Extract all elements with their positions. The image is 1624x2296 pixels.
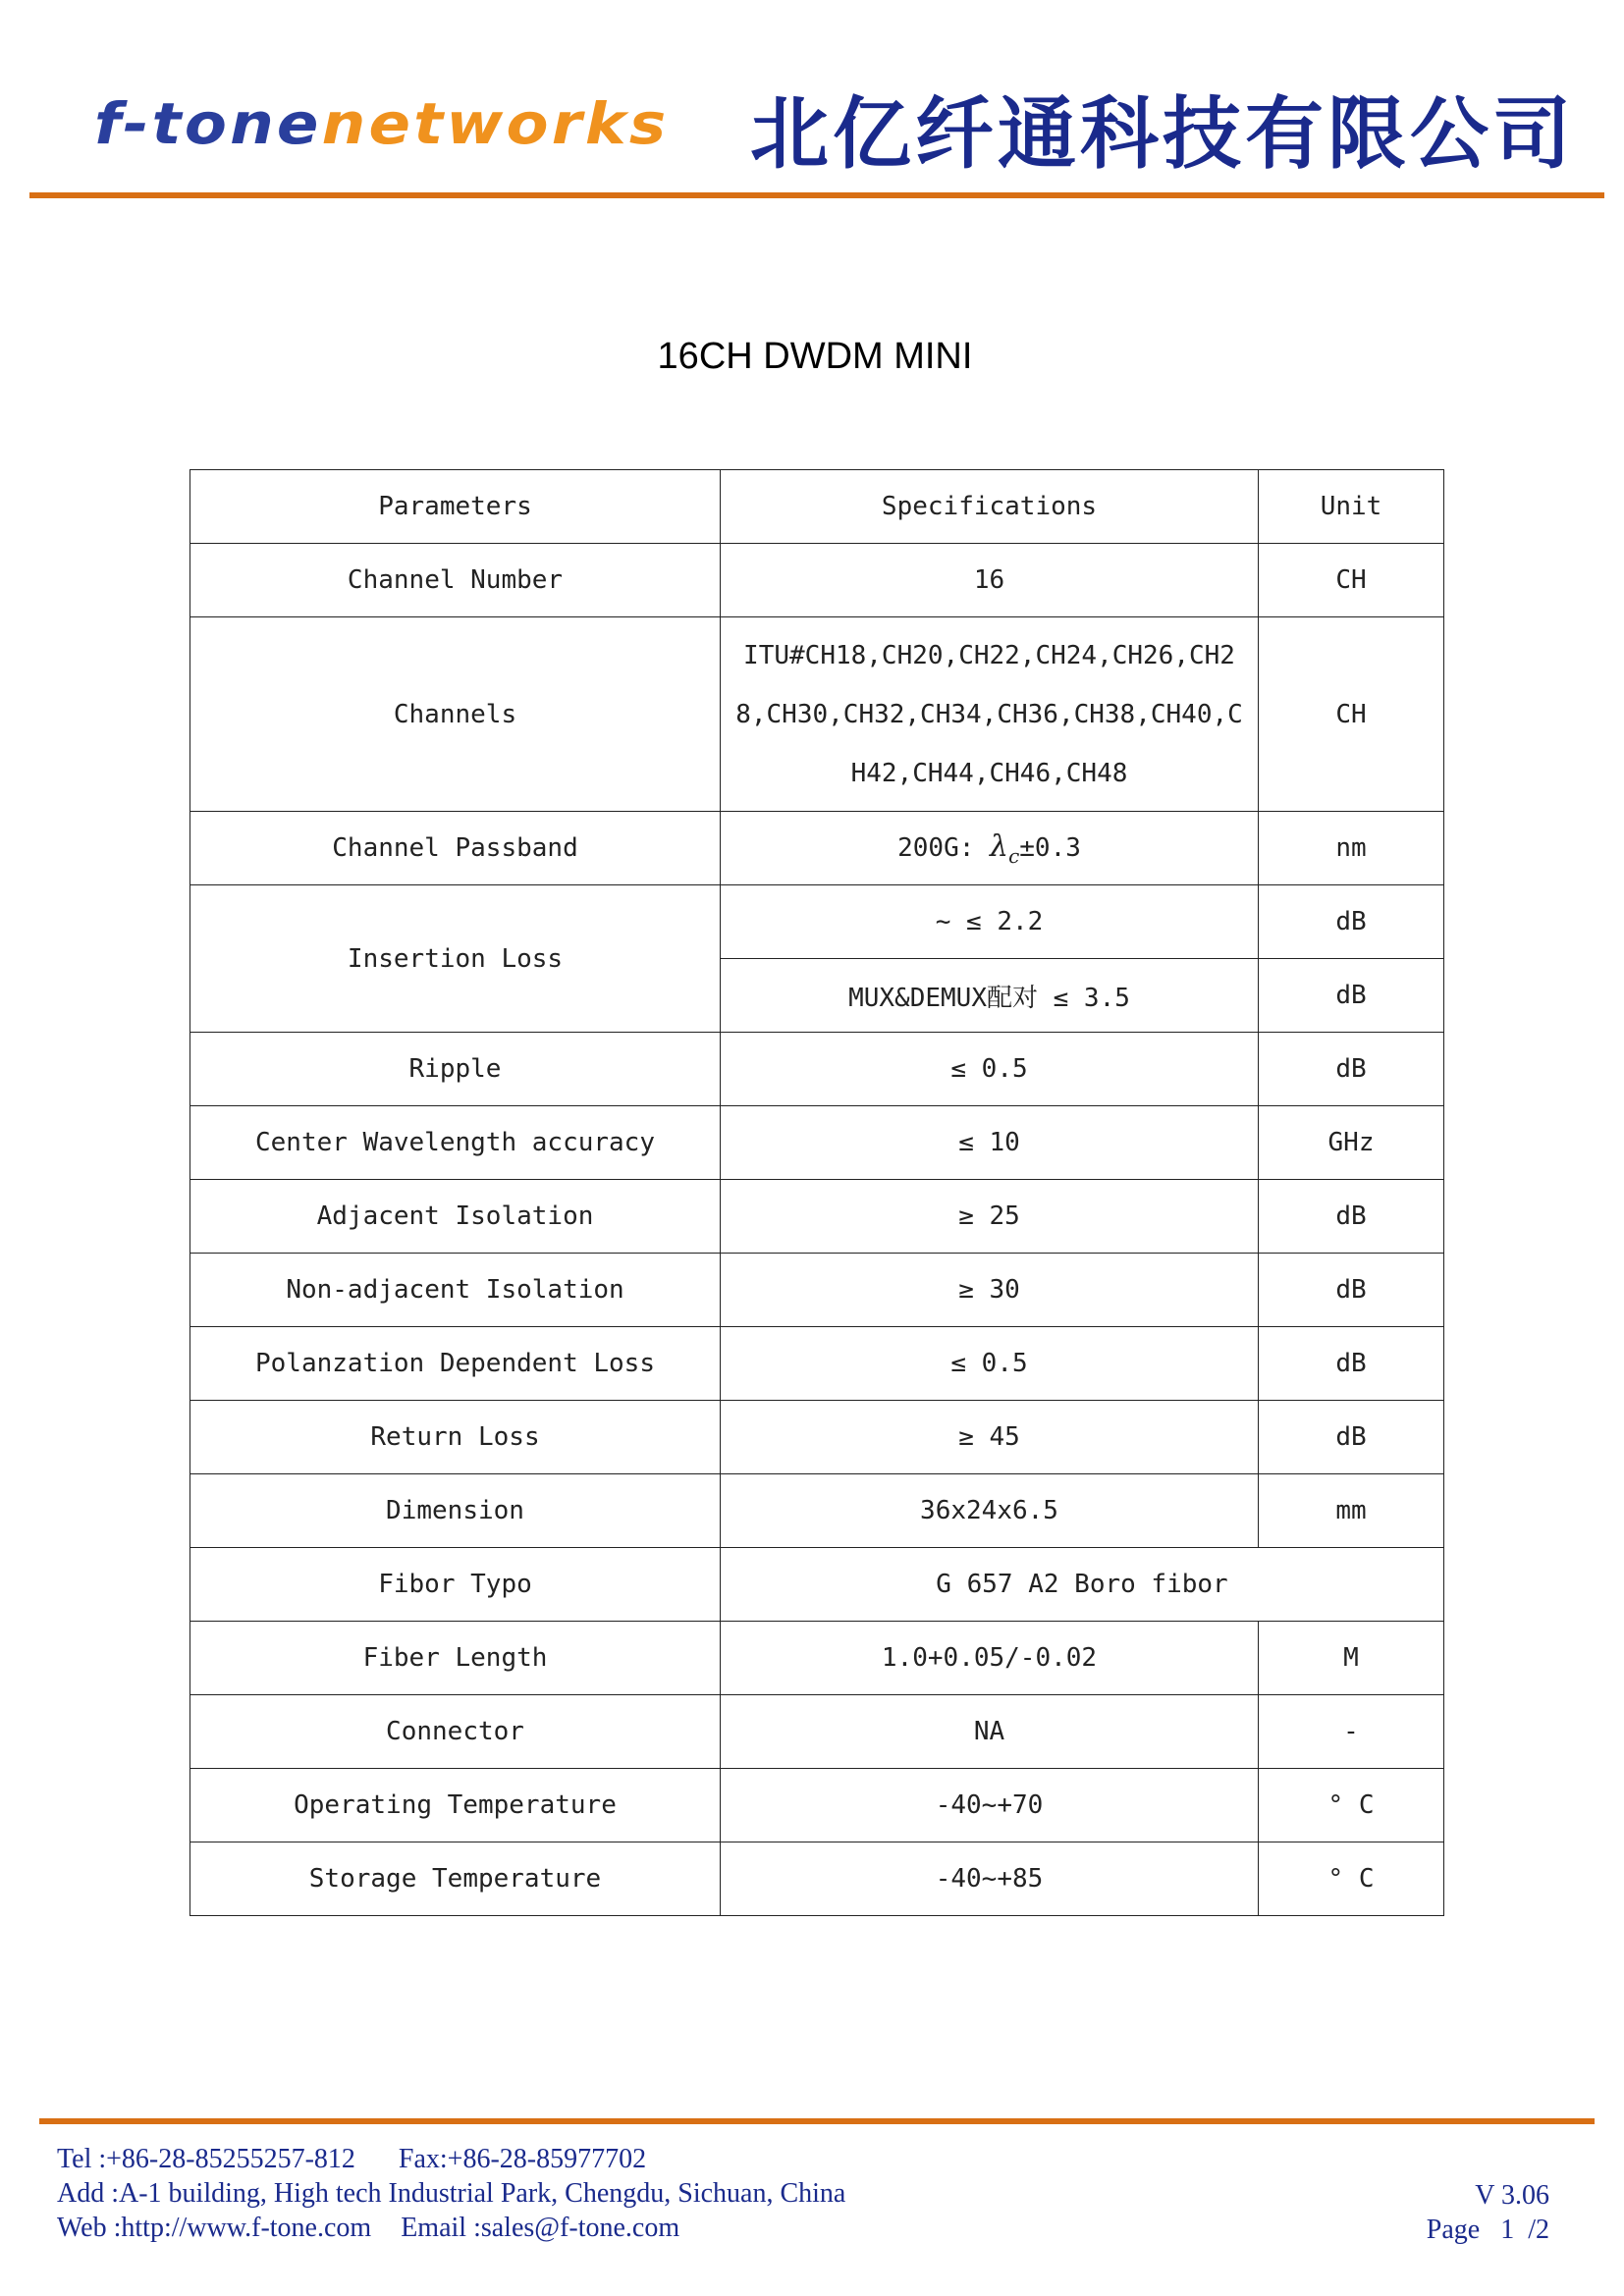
unit-cell: dB — [1259, 1254, 1444, 1327]
unit-cell: - — [1259, 1695, 1444, 1769]
table-row — [190, 1695, 1444, 1769]
passband-tolerance: ±0.3 — [1019, 832, 1081, 863]
footer-tel: Tel :+86-28-85255257-812 — [57, 2144, 355, 2174]
param-cell: Operating Temperature — [190, 1769, 721, 1842]
param-cell: Adjacent Isolation — [190, 1180, 721, 1254]
spec-cell: ≤ 0.5 — [721, 1327, 1259, 1401]
table-row — [190, 1106, 1444, 1180]
param-cell: Channels — [190, 617, 721, 812]
unit-cell: GHz — [1259, 1106, 1444, 1180]
lambda-subscript: c — [1008, 843, 1020, 868]
logo-text-networks: networks — [321, 90, 670, 157]
header-divider — [29, 192, 1604, 198]
unit-cell: mm — [1259, 1474, 1444, 1548]
param-cell: Dimension — [190, 1474, 721, 1548]
param-cell: Insertion Loss — [190, 885, 721, 1033]
unit-cell: nm — [1259, 812, 1444, 885]
footer-email[interactable]: Email :sales@f-tone.com — [401, 2213, 680, 2243]
footer-divider — [39, 2118, 1595, 2124]
spec-cell: -40~+70 — [721, 1769, 1259, 1842]
spec-cell — [721, 812, 1259, 885]
spec-cell: 36x24x6.5 — [721, 1474, 1259, 1548]
spec-cell: ≥ 45 — [721, 1401, 1259, 1474]
header-parameters: Parameters — [190, 470, 721, 544]
spec-table — [189, 469, 1444, 1916]
table-row — [190, 1033, 1444, 1106]
footer-fax: Fax:+86-28-85977702 — [398, 2144, 647, 2174]
unit-cell: dB — [1259, 1327, 1444, 1401]
table-row — [190, 1474, 1444, 1548]
param-cell: Center Wavelength accuracy — [190, 1106, 721, 1180]
table-row — [190, 1548, 1444, 1622]
unit-cell: dB — [1259, 1180, 1444, 1254]
spec-cell: ≥ 25 — [721, 1180, 1259, 1254]
spec-cell: NA — [721, 1695, 1259, 1769]
table-row — [190, 1769, 1444, 1842]
footer-address: Add :A-1 building, High tech Industrial Park, Chengdu, Sichuan, China — [57, 2178, 846, 2209]
spec-cell: 1.0+0.05/-0.02 — [721, 1622, 1259, 1695]
spec-cell: ≤ 10 — [721, 1106, 1259, 1180]
header-specifications: Specifications — [721, 470, 1259, 544]
unit-cell: CH — [1259, 544, 1444, 617]
table-row — [190, 617, 1444, 812]
table-row — [190, 885, 1444, 959]
spec-cell: ~ ≤ 2.2 — [721, 885, 1259, 959]
table-row — [190, 1401, 1444, 1474]
lambda-glyph: λ — [990, 828, 1009, 864]
unit-cell: ° C — [1259, 1842, 1444, 1916]
param-cell: Storage Temperature — [190, 1842, 721, 1916]
table-row — [190, 812, 1444, 885]
table-header-row — [190, 470, 1444, 544]
footer-page-number: Page 1 /2 — [1426, 2215, 1549, 2245]
unit-cell: dB — [1259, 1033, 1444, 1106]
param-cell: Polanzation Dependent Loss — [190, 1327, 721, 1401]
spec-cell: ≥ 30 — [721, 1254, 1259, 1327]
param-cell: Ripple — [190, 1033, 721, 1106]
spec-cell: -40~+85 — [721, 1842, 1259, 1916]
spec-cell: ITU#CH18,CH20,CH22,CH24,CH26,CH28,CH30,CH32,CH34,CH36,CH38,CH40,CH42,CH44,CH46,CH48 — [721, 617, 1259, 812]
param-cell: Fiber Length — [190, 1622, 721, 1695]
param-cell: Non-adjacent Isolation — [190, 1254, 721, 1327]
page-header — [0, 0, 1624, 201]
table-row — [190, 1327, 1444, 1401]
unit-cell: M — [1259, 1622, 1444, 1695]
passband-prefix: 200G: — [897, 832, 975, 863]
spec-cell: G 657 A2 Boro fibor — [721, 1548, 1444, 1622]
spec-cell: 16 — [721, 544, 1259, 617]
lambda-symbol — [990, 828, 1020, 868]
unit-cell: dB — [1259, 959, 1444, 1033]
table-row — [190, 544, 1444, 617]
page-footer — [57, 2142, 845, 2245]
company-logo — [94, 90, 669, 157]
footer-web-line — [57, 2211, 845, 2245]
footer-contact-line — [57, 2142, 845, 2176]
table-row — [190, 1622, 1444, 1695]
footer-page-info — [1427, 2178, 1549, 2247]
document-title: 16CH DWDM MINI — [657, 336, 973, 377]
header-unit: Unit — [1259, 470, 1444, 544]
unit-cell: dB — [1259, 885, 1444, 959]
param-cell: Channel Number — [190, 544, 721, 617]
spec-cell: ≤ 0.5 — [721, 1033, 1259, 1106]
unit-cell: ° C — [1259, 1769, 1444, 1842]
table-row — [190, 1254, 1444, 1327]
param-cell: Channel Passband — [190, 812, 721, 885]
table-row — [190, 1842, 1444, 1916]
footer-web[interactable]: Web :http://www.f-tone.com — [57, 2213, 372, 2243]
unit-cell: CH — [1259, 617, 1444, 812]
spec-cell: MUX&DEMUX配对 ≤ 3.5 — [721, 959, 1259, 1033]
table-row — [190, 1180, 1444, 1254]
unit-cell: dB — [1259, 1401, 1444, 1474]
param-cell: Fibor Typo — [190, 1548, 721, 1622]
param-cell: Return Loss — [190, 1401, 721, 1474]
footer-version: V 3.06 — [1475, 2180, 1549, 2211]
logo-text-ftone: f-tone — [94, 90, 322, 157]
param-cell: Connector — [190, 1695, 721, 1769]
company-name-cn: 北亿纤通科技有限公司 — [750, 87, 1575, 180]
